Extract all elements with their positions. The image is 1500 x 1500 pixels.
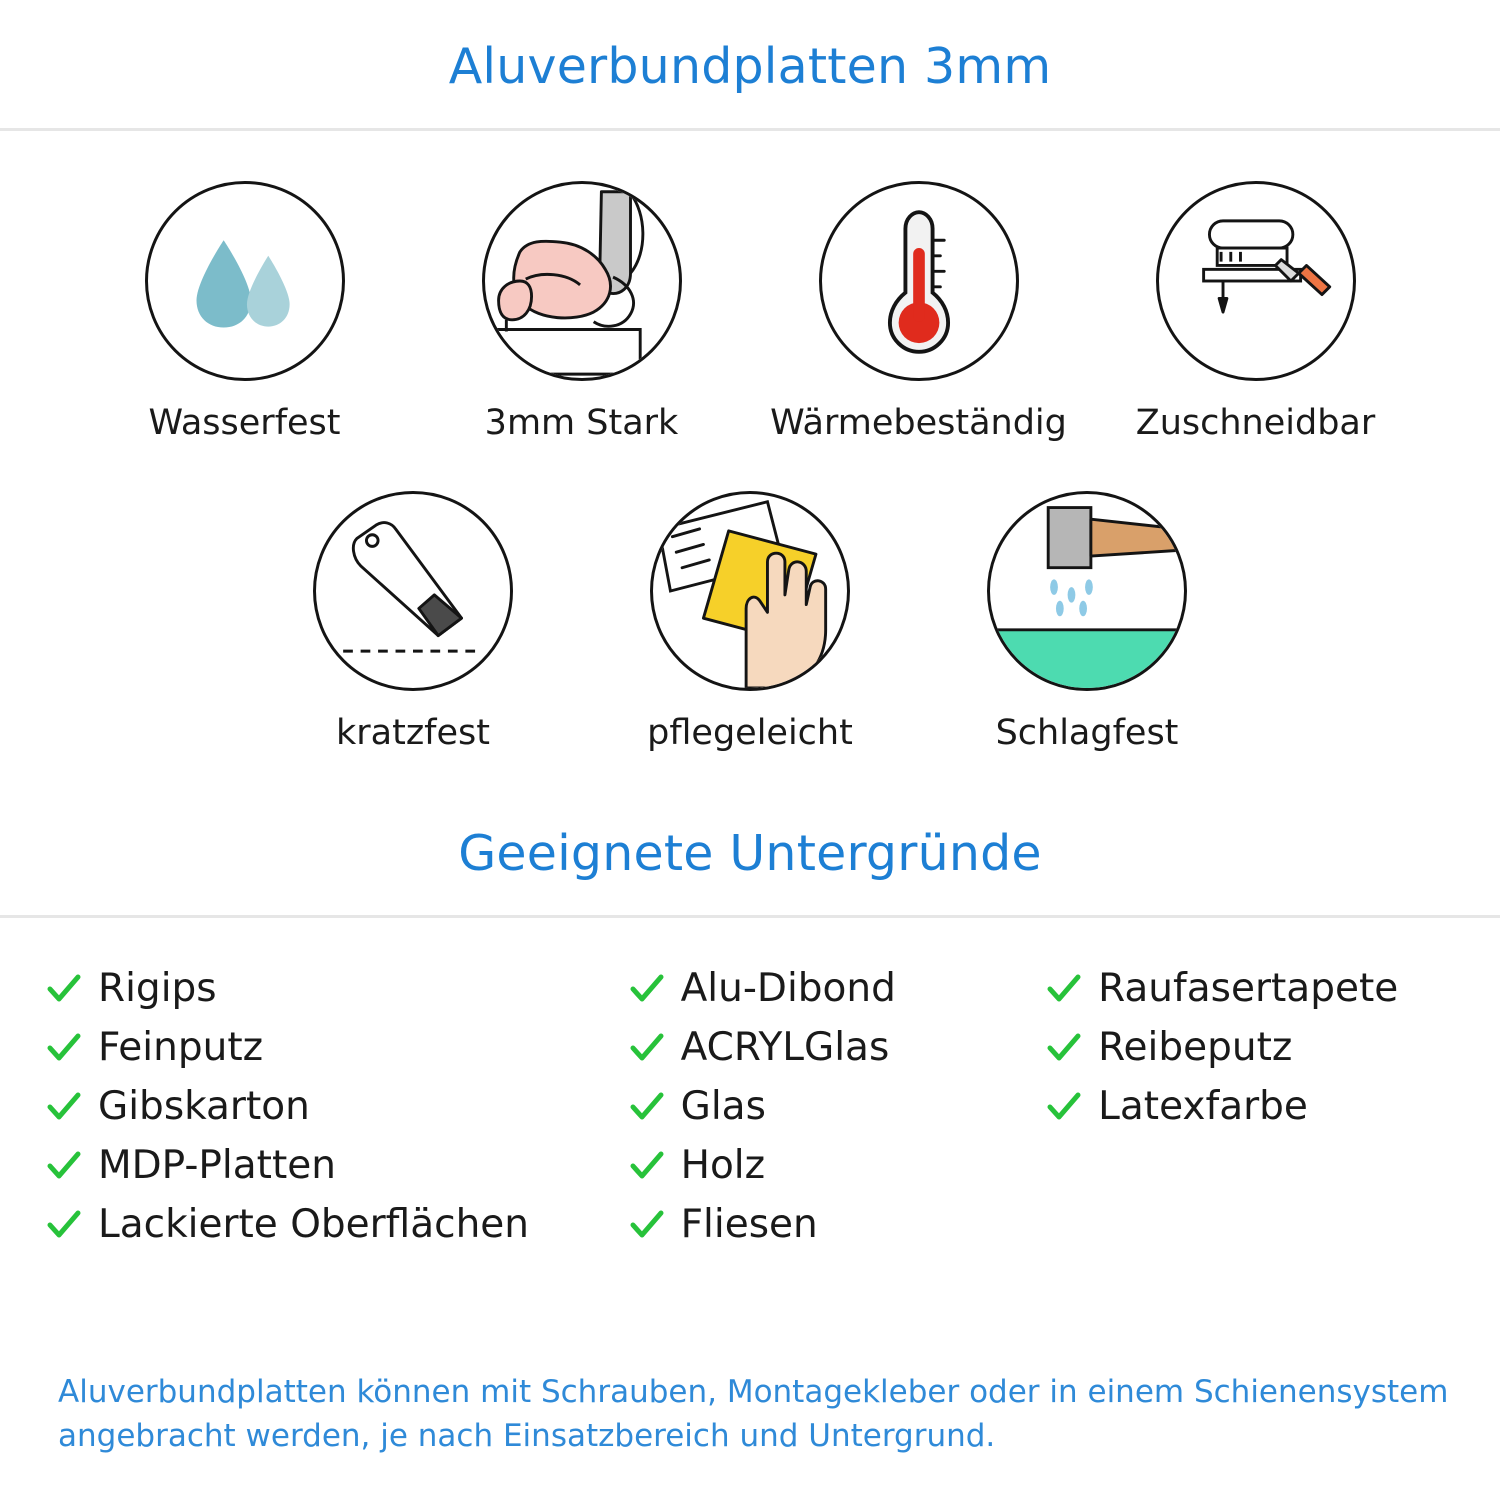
- water-drops-icon: [145, 181, 345, 381]
- feature-pflegeleicht: [608, 491, 893, 753]
- list-item: [46, 1021, 629, 1074]
- feature-label: pflegeleicht: [647, 713, 853, 754]
- flexing-arm-icon: [482, 181, 682, 381]
- section-title: Geeignete Untergründe: [458, 825, 1042, 883]
- list-item-label: Holz: [680, 1143, 766, 1189]
- feature-label: Schlagfest: [995, 713, 1179, 754]
- feature-label: Wärmebeständig: [770, 402, 1067, 443]
- jigsaw-cutter-icon: [1156, 181, 1356, 381]
- footnote-text: Aluverbundplatten können mit Schrauben, Montagekleber oder in einem Schienensystem angebracht werden, je nach Einsatzbereich und Untergrund.: [58, 1373, 1449, 1454]
- list-item-label: ACRYLGlas: [680, 1025, 890, 1071]
- list-item-label: Latexfarbe: [1098, 1084, 1308, 1130]
- thermometer-icon: [819, 181, 1019, 381]
- list-item-label: MDP-Platten: [98, 1143, 336, 1189]
- list-item: [629, 1198, 1047, 1251]
- knife-scratch-icon: [313, 491, 513, 691]
- substrate-column-1: [46, 962, 629, 1251]
- feature-row-1: [0, 181, 1500, 443]
- feature-grid: [0, 131, 1500, 754]
- feature-label: 3mm Stark: [484, 402, 679, 443]
- check-icon: [1046, 1030, 1082, 1066]
- check-icon: [46, 1207, 82, 1243]
- feature-wasserfest: [102, 181, 387, 443]
- list-item: [629, 962, 1047, 1015]
- check-icon: [629, 971, 665, 1007]
- feature-zuschneidbar: [1113, 181, 1398, 443]
- list-item: [46, 1080, 629, 1133]
- substrate-column-2: [629, 962, 1047, 1251]
- list-item: [46, 1139, 629, 1192]
- list-item-label: Feinputz: [98, 1025, 264, 1071]
- feature-label: kratzfest: [335, 713, 490, 754]
- list-item: [1046, 962, 1454, 1015]
- list-item-label: Fliesen: [680, 1202, 818, 1248]
- check-icon: [46, 1148, 82, 1184]
- check-icon: [1046, 971, 1082, 1007]
- list-item-label: Raufasertapete: [1098, 966, 1399, 1012]
- hammer-impact-icon: [987, 491, 1187, 691]
- list-item: [629, 1080, 1047, 1133]
- check-icon: [629, 1148, 665, 1184]
- subtitle-block: [0, 827, 1500, 918]
- list-item: [46, 1198, 629, 1251]
- list-item-label: Gibskarton: [98, 1084, 310, 1130]
- list-item: [1046, 1021, 1454, 1074]
- check-icon: [629, 1207, 665, 1243]
- check-icon: [46, 971, 82, 1007]
- feature-row-2: [0, 491, 1500, 753]
- check-icon: [46, 1030, 82, 1066]
- page-title: Aluverbundplatten 3mm: [448, 38, 1052, 95]
- substrate-list: [0, 918, 1500, 1251]
- hand-cloth-icon: [650, 491, 850, 691]
- list-item-label: Rigips: [98, 966, 217, 1012]
- check-icon: [46, 1089, 82, 1125]
- substrate-column-3: [1046, 962, 1454, 1251]
- feature-schlagfest: [945, 491, 1230, 753]
- list-item-label: Lackierte Oberflächen: [98, 1202, 530, 1248]
- list-item: [629, 1021, 1047, 1074]
- check-icon: [629, 1089, 665, 1125]
- feature-label: Zuschneidbar: [1135, 402, 1376, 443]
- feature-kratzfest: [271, 491, 556, 753]
- check-icon: [1046, 1089, 1082, 1125]
- list-item-label: Alu-Dibond: [680, 966, 896, 1012]
- feature-3mm-stark: [439, 181, 724, 443]
- list-item: [46, 962, 629, 1015]
- list-item: [629, 1139, 1047, 1192]
- check-icon: [629, 1030, 665, 1066]
- list-item-label: Glas: [680, 1084, 766, 1130]
- list-item: [1046, 1080, 1454, 1133]
- list-item-label: Reibeputz: [1098, 1025, 1293, 1071]
- feature-waermebestaendig: [770, 181, 1067, 443]
- feature-label: Wasserfest: [148, 402, 341, 443]
